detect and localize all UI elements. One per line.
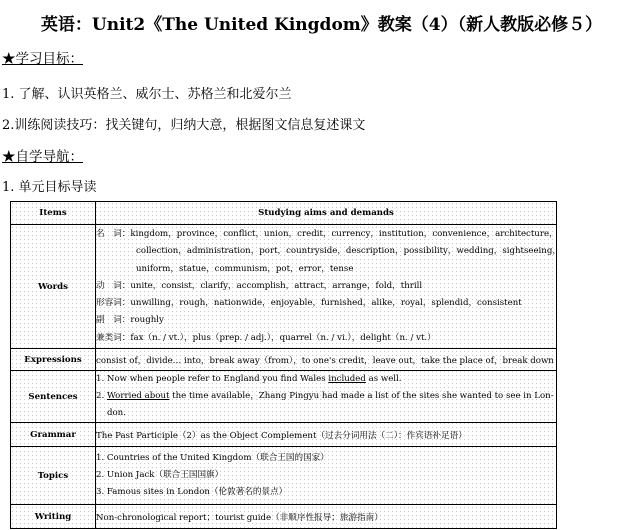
header-aims: Studying aims and demands bbox=[96, 202, 557, 225]
words-content bbox=[96, 225, 561, 349]
grammar-label: Grammar bbox=[11, 423, 96, 447]
underlined-included: included bbox=[328, 374, 366, 384]
words-nouns-cont-1: collection，administration，port，countryside，description，possibility，wedding，sightseeing， bbox=[136, 246, 561, 257]
section-heading-guide: ★自学导航： bbox=[2, 149, 83, 165]
goal-item-1: 1. 了解、认识英格兰、威尔士、苏格兰和北爱尔兰 bbox=[2, 87, 292, 102]
expressions-label: Expressions bbox=[11, 349, 96, 371]
words-nouns: 名 词：kingdom，province，conflict，union，credit，currency，institution，convenience，architecture， bbox=[96, 229, 558, 240]
topic-3: 3. Famous sites in London（伦敦著名的景点） bbox=[96, 487, 288, 497]
grammar-row bbox=[11, 423, 557, 447]
table-header-row bbox=[11, 202, 557, 225]
topics-label: Topics bbox=[11, 447, 96, 505]
words-verbs: 动 词：unite，consist，clarify，accomplish，attract，arrange，fold，thrill bbox=[96, 280, 423, 291]
sentences-label: Sentences bbox=[11, 371, 96, 423]
unit-aims-table bbox=[10, 201, 561, 529]
topics-content bbox=[96, 447, 557, 505]
words-multi-class: 兼类词：fax（n. / vt.），plus（prep. / adj.），quarrel（n. / vi.），delight（n. / vt.） bbox=[96, 332, 436, 343]
sentence-1: 1. Now when people refer to England you find Wales included as well. bbox=[96, 374, 402, 384]
expressions-content: consist of，divide… into，break away（from），to one's credit，leave out，take the place of，break down bbox=[96, 349, 557, 371]
expressions-row bbox=[11, 349, 557, 371]
sentence-2: 2. Worried about the time available，Zhang Pingyu had made a list of the sites she wanted to see in Lon- bbox=[96, 391, 554, 401]
grammar-content: The Past Participle（2）as the Object Complement（过去分词用法（二）：作宾语补足语） bbox=[96, 423, 557, 447]
writing-label: Writing bbox=[11, 505, 96, 529]
words-adverbs: 副 词：roughly bbox=[96, 315, 164, 326]
goal-item-2: 2.训练阅读技巧：找关键句，归纳大意，根据图文信息复述课文 bbox=[2, 118, 366, 133]
header-items: Items bbox=[11, 202, 96, 225]
section-heading-goals: ★学习目标： bbox=[2, 51, 83, 67]
topic-1: 1. Countries of the United Kingdom（联合王国的国家） bbox=[96, 453, 329, 463]
words-label: Words bbox=[11, 225, 96, 349]
writing-content: Non-chronological report；tourist guide（非顺序性报导；旅游指南） bbox=[96, 505, 557, 529]
guide-item-1: 1. 单元目标导读 bbox=[2, 180, 97, 195]
words-row bbox=[11, 225, 557, 349]
words-nouns-cont-2: uniform，statue，communism，pot，error，tense bbox=[136, 263, 354, 274]
underlined-worried-about: Worried about bbox=[106, 391, 170, 401]
words-adjectives: 形容词：unwilling，rough，nationwide，enjoyable，furnished，alike，royal，splendid，consistent bbox=[96, 298, 522, 309]
document-title: 英语：Unit2《The United Kingdom》教案（4）（新人教版必修５） bbox=[40, 15, 603, 35]
topic-2: 2. Union Jack（联合王国国旗） bbox=[96, 470, 224, 480]
sentences-content bbox=[96, 371, 557, 423]
sentences-row bbox=[11, 371, 557, 423]
writing-row bbox=[11, 505, 557, 529]
sentence-2-cont: don. bbox=[107, 408, 126, 418]
topics-row bbox=[11, 447, 557, 505]
